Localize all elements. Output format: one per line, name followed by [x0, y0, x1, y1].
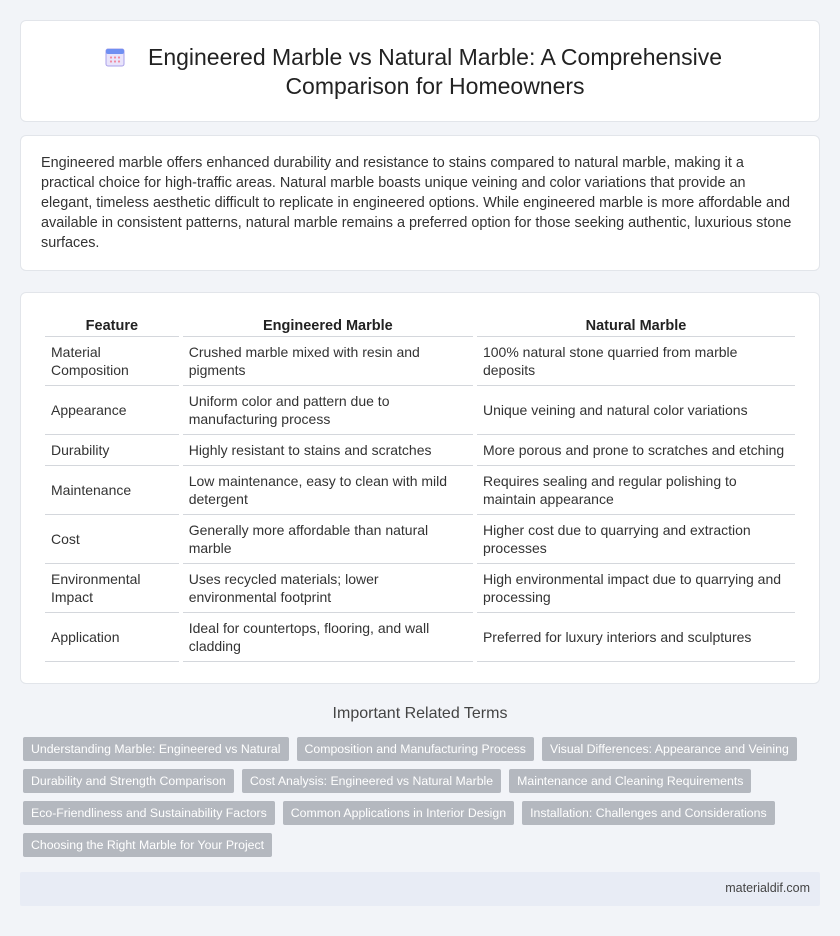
header-card: [20, 20, 820, 122]
page-title: Engineered Marble vs Natural Marble: A Comprehensive Comparison for Homeowners: [147, 44, 722, 99]
engineered-cell: Generally more affordable than natural marble: [183, 515, 473, 564]
feature-cell: Cost: [45, 515, 179, 564]
header-natural: Natural Marble: [477, 315, 795, 337]
feature-cell: Maintenance: [45, 466, 179, 515]
footer: [20, 872, 820, 906]
natural-cell: High environmental impact due to quarrying and processing: [477, 564, 795, 613]
comparison-table-card: [20, 292, 820, 684]
natural-cell: Preferred for luxury interiors and sculptures: [477, 613, 795, 662]
table-row: [45, 515, 795, 564]
related-term-tag[interactable]: Visual Differences: Appearance and Veining: [542, 737, 797, 761]
table-row: [45, 435, 795, 466]
related-term-tag[interactable]: Maintenance and Cleaning Requirements: [509, 769, 751, 793]
related-term-tag[interactable]: Understanding Marble: Engineered vs Natural: [23, 737, 289, 761]
engineered-cell: Uniform color and pattern due to manufacturing process: [183, 386, 473, 435]
related-term-tag[interactable]: Eco-Friendliness and Sustainability Factors: [23, 801, 275, 825]
related-term-tag[interactable]: Composition and Manufacturing Process: [297, 737, 534, 761]
table-row: [45, 613, 795, 662]
engineered-cell: Ideal for countertops, flooring, and wall cladding: [183, 613, 473, 662]
related-term-tag[interactable]: Common Applications in Interior Design: [283, 801, 514, 825]
feature-cell: Application: [45, 613, 179, 662]
intro-paragraph: Engineered marble offers enhanced durability and resistance to stains compared to natural marble, making it a practical choice for high-traffic areas. Natural marble boasts unique veining and color variations that provide an elegant, timeless aesthetic difficult to replicate in engineered options. While engineered marble is more affordable and available in consistent patterns, natural marble remains a preferred option for those seeking authentic, luxurious stone surfaces.: [41, 155, 792, 251]
related-terms-list: [23, 737, 813, 857]
feature-cell: Appearance: [45, 386, 179, 435]
table-header-row: [45, 315, 795, 337]
natural-cell: Unique veining and natural color variations: [477, 386, 795, 435]
table-row: [45, 386, 795, 435]
comparison-table: [41, 315, 799, 662]
related-term-tag[interactable]: Durability and Strength Comparison: [23, 769, 234, 793]
feature-cell: Environmental Impact: [45, 564, 179, 613]
intro-card: [20, 135, 820, 271]
related-term-tag[interactable]: Cost Analysis: Engineered vs Natural Marble: [242, 769, 501, 793]
feature-cell: Durability: [45, 435, 179, 466]
table-row: [45, 466, 795, 515]
header-engineered: Engineered Marble: [183, 315, 473, 337]
related-term-tag[interactable]: Installation: Challenges and Considerations: [522, 801, 775, 825]
footer-site[interactable]: materialdif.com: [725, 881, 810, 895]
engineered-cell: Low maintenance, easy to clean with mild detergent: [183, 466, 473, 515]
engineered-cell: Uses recycled materials; lower environmental footprint: [183, 564, 473, 613]
table-row: [45, 337, 795, 386]
engineered-cell: Highly resistant to stains and scratches: [183, 435, 473, 466]
feature-cell: Material Composition: [45, 337, 179, 386]
natural-cell: Higher cost due to quarrying and extraction processes: [477, 515, 795, 564]
header-feature: Feature: [45, 315, 179, 337]
engineered-cell: Crushed marble mixed with resin and pigments: [183, 337, 473, 386]
related-term-tag[interactable]: Choosing the Right Marble for Your Project: [23, 833, 272, 857]
natural-cell: Requires sealing and regular polishing to maintain appearance: [477, 466, 795, 515]
related-terms-title: Important Related Terms: [332, 705, 508, 722]
table-row: [45, 564, 795, 613]
natural-cell: 100% natural stone quarried from marble deposits: [477, 337, 795, 386]
natural-cell: More porous and prone to scratches and etching: [477, 435, 795, 466]
